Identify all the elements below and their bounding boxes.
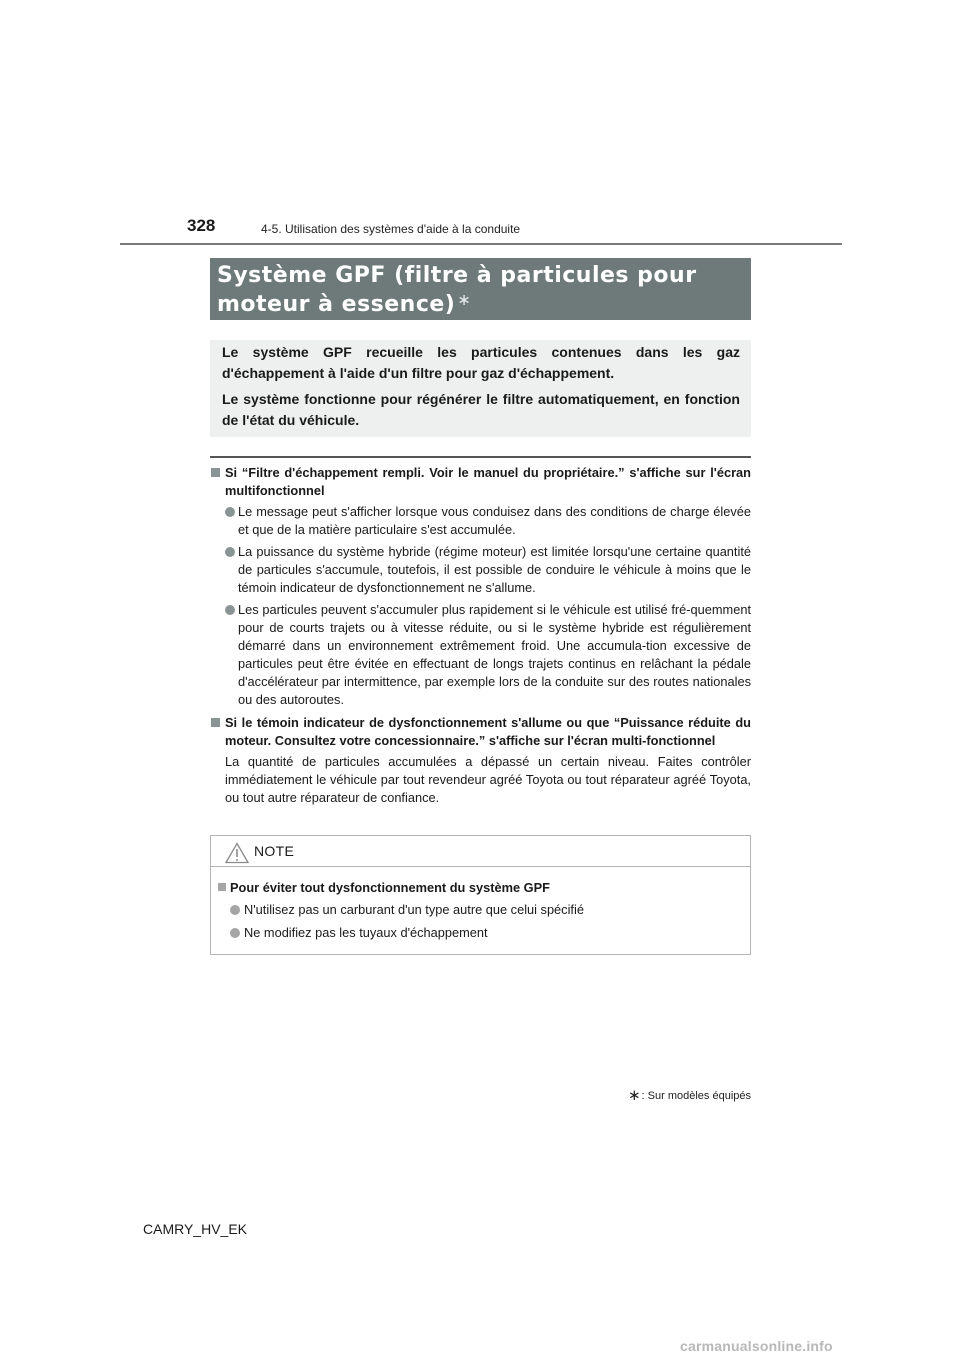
section-paragraph: La quantité de particules accumulées a dépassé un certain niveau. Faites contrôler immédiatement le véhicule par tout revendeur agréé Toyota ou tout réparateur agréé Toyota, ou tout autre réparateur de confiance. [225,754,751,805]
page-title: Système GPF (filtre à particules pour moteur à essence) [217,263,697,317]
title-box [210,258,751,320]
model-code: CAMRY_HV_EK [143,1221,248,1237]
note-heading-text: Pour éviter tout dysfonctionnement du système GPF [230,880,550,895]
section-title: 4-5. Utilisation des systèmes d'aide à la conduite [261,222,521,236]
list-item [210,503,751,539]
asterisk-icon: ∗ [457,292,471,309]
note-list-item-text: N'utilisez pas un carburant d'un type autre que celui spécifié [244,902,584,917]
body-rule [210,456,751,458]
square-bullet-icon [211,468,220,477]
list-item [210,543,751,597]
list-item-text: Le message peut s'afficher lorsque vous conduisez dans des conditions de charge élevée et que de la matière particulaire s'est accumulée. [238,504,751,537]
asterisk-icon: ∗ [627,1087,641,1104]
square-bullet-icon [211,718,220,727]
circle-bullet-icon [230,928,240,938]
note-body [211,867,750,942]
note-label: NOTE [254,843,295,859]
circle-bullet-icon [230,905,240,915]
note-header [211,836,750,867]
warning-triangle-icon [225,842,249,864]
square-bullet-icon [218,883,226,891]
section-heading [210,714,751,750]
footnote-text: : Sur modèles équipés [641,1090,751,1102]
circle-bullet-icon [225,605,235,615]
list-item-text: La puissance du système hybride (régime moteur) est limitée lorsqu'une certaine quantité de particules s'accumule, toutefois, il est possible de conduire le véhicule à moins que le témoin indicateur de dysfonctionnement ne s'allume. [238,544,751,595]
content [210,464,751,807]
list-item [210,601,751,709]
section-heading-text: Si “Filtre d'échappement rempli. Voir le manuel du propriétaire.” s'affiche sur l'écran multifonctionnel [225,465,751,498]
list-item-text: Les particules peuvent s'accumuler plus rapidement si le véhicule est utilisé fré-quemment pour de courts trajets ou à vitesse réduite, ou si le système hybride est régulièrement démarré dans un environnement extrêmement froid. Une accumula-tion excessive de particules peut être évitée en effectuant de longs trajets continus en relâchant la pédale d'accélérateur par intermittence, par exemple lors de la conduite sur des routes nationales ou des autoroutes. [238,602,751,707]
circle-bullet-icon [225,547,235,557]
header-rule [120,243,842,245]
section-heading-text: Si le témoin indicateur de dysfonctionnement s'allume ou que “Puissance réduite du moteur. Consultez votre concessionnaire.” s'affiche sur l'écran multi-fonctionnel [225,715,751,748]
watermark: carmanualsonline.info [680,1338,833,1354]
intro-paragraph: Le système GPF recueille les particules contenues dans les gaz d'échappement à l'aide d'un filtre pour gaz d'échappement. [222,344,740,381]
note-heading [216,879,740,897]
footnote [628,1086,751,1104]
circle-bullet-icon [225,507,235,517]
page-number: 328 [187,216,216,235]
note-list-item-text: Ne modifiez pas les tuyaux d'échappement [244,925,488,940]
section-heading [210,464,751,500]
note-box [210,835,751,955]
note-list-item [216,924,740,942]
note-list-item [216,901,740,919]
intro-paragraph: Le système fonctionne pour régénérer le filtre automatiquement, en fonction de l'état du véhicule. [222,391,740,428]
intro-box [210,340,751,437]
